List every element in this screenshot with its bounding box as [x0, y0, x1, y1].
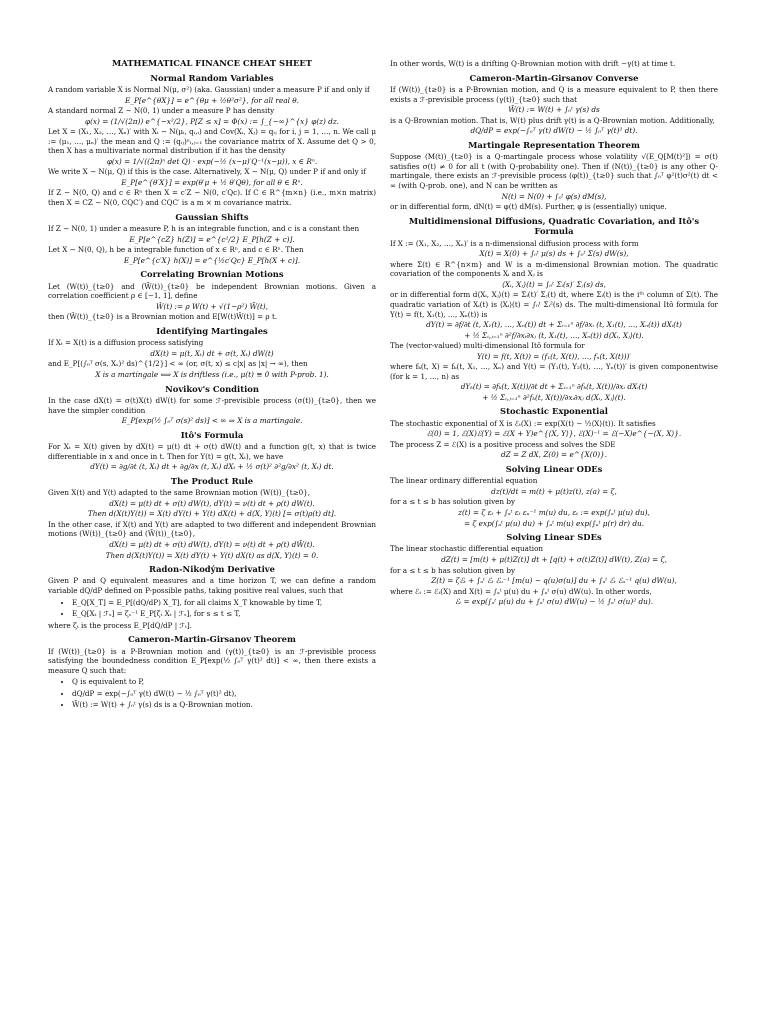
- equation: N(t) = N(0) + ∫₀ᵗ φ(s) dM(s),: [501, 191, 607, 201]
- section-title-product-rule: The Product Rule: [170, 475, 254, 486]
- paragraph: A random variable X is Normal N(μ, σ²) (aka. Gaussian) under a measure P if and only if: [48, 85, 370, 94]
- equation: dYₖ(t) = ∂fₖ(t, X(t))/∂t dt + Σᵢ₌₁ⁿ ∂fₖ(t, X(t))/∂xᵢ dXᵢ(t): [460, 382, 648, 392]
- equation: dQ/dP = exp(−∫₀ᵀ γ(t) dW(t) − ½ ∫₀ᵀ γ(t)² dt).: [470, 126, 638, 136]
- equation: Z(t) = ζℰₜ + ∫ₐᵗ ℰₜ ℰᵤ⁻¹ [m(u) − q(u)σ(u)] du + ∫ₐᵗ ℰₜ ℰᵤ⁻¹ q(u) dW(u),: [431, 576, 677, 586]
- paragraph: where ℰₜ := ℰₜ(X) and X(t) = ∫ₐᵗ μ(u) du + ∫ₐᵗ σ(u) dW(u). In other words,: [390, 586, 652, 596]
- paragraph: If (W(t))_{t≥0} is a P-Brownian motion and (γ(t))_{t≥0} is an ℱ-previsible process satisfying the boundedness condition E_P[exp(½ ∫₀ᵀ γ(t)² dt)] < ∞, then there exists a measure Q such that:: [48, 646, 376, 675]
- paragraph: The (vector-valued) multi-dimensional Itô formula for: [390, 341, 585, 351]
- equation: Y(t) = f(t, X(t)) = (f₁(t, X(t)), …, fₙ(t, X(t)))′: [476, 351, 632, 361]
- equation: ℰ(0) = 1, ℰ(X)ℰ(Y) = ℰ(X + Y)e^{⟨X, Y⟩}, ℰ(X)⁻¹ = ℰ(−X)e^{−⟨X, X⟩}.: [426, 429, 682, 439]
- paragraph: The linear ordinary differential equation: [390, 476, 538, 486]
- equation: + ½ Σᵢ,ⱼ₌₁ⁿ ∂²fₖ(t, X(t))/∂xᵢ∂xⱼ d⟨Xᵢ, Xⱼ⟩(t).: [482, 392, 626, 402]
- bullet-list: [48, 676, 376, 710]
- paragraph: Let (W(t))_{t≥0} and (W̃(t))_{t≥0} be independent Brownian motions. Given a correlation coefficient ρ ∈ [−1, 1], define: [48, 281, 376, 301]
- equation: dY(t) = ∂f/∂t (t, X₁(t), …, Xₙ(t)) dt + Σᵢ₌₁ⁿ ∂f/∂xᵢ (t, X₁(t), …, Xₙ(t)) dXᵢ(t): [426, 320, 682, 330]
- equation: E_P[e^{θX}] = e^{θμ + ½θ²σ²}, for all real θ.: [125, 95, 299, 105]
- paragraph: If X := (X₁, X₂, …, Xₙ)′ is a n-dimensional diffusion process with form: [390, 238, 639, 248]
- section-title-multidimensional: Multidimensional Diffusions, Quadratic Covariation, and Itô's Formula: [408, 215, 700, 237]
- bullet-item: • dQ/dP = exp(−∫₀ᵀ γ(t) dW(t) − ½ ∫₀ᵀ γ(t)² dt),: [72, 688, 376, 699]
- equation: dX(t) = μ(t) dt + σ(t) dW(t), dY(t) = ν(t) dt + ρ(t) dW̃(t).: [109, 540, 315, 550]
- section-title-stochastic-exponential: Stochastic Exponential: [500, 406, 608, 417]
- equation: dX(t) = μ(t) dt + σ(t) dW(t), dY(t) = ν(t) dt + ρ(t) dW(t).: [109, 498, 315, 508]
- equation: dz(t)/dt = m(t) + μ(t)z(t), z(a) = ζ,: [491, 486, 617, 496]
- equation: + ½ Σᵢ,ⱼ₌₁ⁿ ∂²f/∂xᵢ∂xⱼ (t, X₁(t), …, Xₙ(t)) d⟨Xᵢ, Xⱼ⟩(t).: [464, 330, 644, 340]
- paragraph: In the case dX(t) = σ(t)X(t) dW(t) for some ℱ-previsible process (σ(t))_{t≥0}, then we have the simpler condition: [48, 396, 376, 415]
- equation: Ŵ(t) := ρ W(t) + √(1−ρ²) W̃(t),: [156, 301, 268, 311]
- bullet-list: [48, 597, 376, 620]
- equation: Then d(X(t)Y(t)) = X(t) dY(t) + Y(t) dX(t) as d⟨X, Y⟩(t) = 0.: [105, 550, 319, 560]
- paragraph: and E_P[(∫₀ᵀ σ(s, Xₛ)² ds)^{1/2}] < ∞ (or, σ(t, x) ≤ c|x| as |x| → ∞), then: [48, 359, 308, 369]
- paragraph: If Z ∼ N(0, Q) and c ∈ Rⁿ then X = c′Z ∼ N(0, c′Qc). If C ∈ R^{m×n} (i.e., m×n matrix) then X = CZ ∼ N(0, CQC′) and CQC′ is a m × m covariance matrix.: [48, 188, 376, 207]
- paragraph: for a ≤ t ≤ b has solution given by: [390, 497, 515, 507]
- paragraph: Suppose (M(t))_{t≥0} is a Q-martingale process whose volatility √(E_Q[M(t)²]) = σ(t) satisfies σ(t) ≠ 0 for all t (with Q-probability one). Then if (N(t))_{t≥0} is any other Q-martingale, there exists an ℱ-previsible process (φ(t))_{t≥0} such that ∫₀ᵀ φ²(t)σ²(t) dt < ∞ (with Q-prob. one), and N can be written as: [390, 152, 718, 191]
- paragraph: For Xₜ = X(t) given by dX(t) = μ(t) dt + σ(t) dW(t) and a function g(t, x) that is twice differentiable in x and once in t. Then for Y(t) = g(t, Xₜ), we have: [48, 442, 376, 461]
- section-title-correlating-bm: Correlating Brownian Motions: [140, 269, 284, 280]
- paragraph: We write X ∼ N(μ, Q) if this is the case. Alternatively, X ∼ N(μ, Q) under P if and only if: [48, 167, 366, 177]
- equation: Then d(X(t)Y(t)) = X(t) dY(t) + Y(t) dX(t) + d⟨X, Y⟩(t) [= σ(t)ρ(t) dt].: [87, 509, 337, 519]
- section-title-linear-sdes: Solving Linear SDEs: [506, 531, 602, 542]
- left-column: [48, 58, 376, 712]
- paragraph: If Xₜ = X(t) is a diffusion process satisfying: [48, 338, 204, 348]
- equation: dX(t) = μ(t, Xₜ) dt + σ(t, Xₜ) dW(t): [150, 348, 274, 358]
- paragraph: The process Z = ℰ(X) is a positive process and solves the SDE: [390, 439, 616, 449]
- paragraph: where Σ(t) ∈ R^{n×m} and W is a m-dimensional Brownian motion. The quadratic covariation of the components Xᵢ and Xⱼ is: [390, 259, 718, 279]
- bullet-item: • E_Q[X_T] = E_P[(dQ/dP) X_T], for all claims X_T knowable by time T,: [72, 597, 376, 608]
- paragraph: The stochastic exponential of X is ℰₜ(X) := exp(X(t) − ½⟨X⟩(t)). It satisfies: [390, 418, 656, 428]
- paragraph: Let X ∼ N(0, Q), h be a integrable function of x ∈ Rⁿ, and c ∈ Rⁿ. Then: [48, 245, 304, 255]
- paragraph: Let X = (X₁, X₂, …, Xₙ)′ with Xᵢ ∼ N(μᵢ, qᵢ,ᵢ) and Cov(Xᵢ, Xⱼ) = qᵢⱼ for i, j = 1, …, n. We call μ := (μ₁, …, μₙ)′ the mean and Q := (qᵢⱼ)ⁿᵢ,ⱼ₌₁ the covariance matrix of X. Assume det Q > 0, then X has a multivariate normal distribution if it has the density: [48, 127, 376, 156]
- paragraph: or in differential form, dN(t) = φ(t) dM(s). Further, φ is (essentially) unique.: [390, 202, 667, 212]
- section-title-radon-nikodym: Radon-Nikodým Derivative: [148, 563, 276, 574]
- paragraph: Given P and Q equivalent measures and a time horizon T, we can define a random variable dQ/dP defined on P-possible paths, taking positive real values, such that: [48, 576, 376, 596]
- bullet-item: • E_Q[Xₜ | ℱₛ] = ζₛ⁻¹ E_P[ζₜ Xₜ | ℱₛ], for s ≤ t ≤ T,: [72, 608, 376, 619]
- paragraph: where fₖ(t, X) = fₖ(t, X₁, …, Xₙ) and Y(t) = (Y₁(t), Y₂(t), …, Yₙ(t))′ is given componentwise (for k = 1, …, n) as: [390, 362, 718, 381]
- equation: ⟨Xᵢ, Xⱼ⟩(t) = ∫₀ᵗ Σᵢ(s)′ Σⱼ(s) ds,: [502, 279, 606, 289]
- bullet-item: • Q is equivalent to P,: [72, 676, 376, 687]
- paragraph: The linear stochastic differential equation: [390, 544, 544, 554]
- equation: φ(x) = (1/√(2π)) e^{−x²/2}, P[Z ≤ x] = Φ(x) := ∫_{−∞}^{x} φ(z) dz.: [84, 116, 340, 126]
- equation: W̃(t) := W(t) + ∫₀ᵗ γ(s) ds: [508, 105, 600, 115]
- section-title-identifying-martingales: Identifying Martingales: [156, 325, 268, 336]
- section-title-gaussian-shifts: Gaussian Shifts: [175, 211, 249, 222]
- equation: dZ(t) = [m(t) + μ(t)Z(t)] dt + [q(t) + σ(t)Z(t)] dW(t), Z(a) = ζ,: [441, 555, 667, 565]
- section-title-cmg-theorem: Cameron-Martin-Girsanov Theorem: [128, 634, 296, 645]
- equation: = ζ exp(∫ₐᵗ μ(u) du) + ∫ₐᵗ m(u) exp(∫ᵤᵗ μ(r) dr) du.: [463, 518, 645, 528]
- section-title-martingale-representation: Martingale Representation Theorem: [468, 139, 640, 150]
- equation: X is a martingale ⟺ X is driftless (i.e., μ(t) ≡ 0 with P-prob. 1).: [95, 370, 329, 380]
- paragraph: If Z ∼ N(0, 1) under a measure P, h is an integrable function, and c is a constant then: [48, 224, 360, 234]
- equation: E_P[exp(½ ∫₀ᵀ σ(s)² ds)] < ∞ ⇒ X is a martingale.: [121, 416, 303, 426]
- equation: φ(x) = 1/√((2π)ⁿ det Q) · exp(−½ (x−μ)′Q⁻¹(x−μ)), x ∈ Rⁿ.: [106, 156, 318, 166]
- paragraph: for a ≤ t ≤ b has solution given by: [390, 565, 515, 575]
- paragraph: A standard normal Z ∼ N(0, 1) under a measure P has density: [48, 106, 275, 116]
- paragraph: If (W(t))_{t≥0} is a P-Brownian motion, and Q is a measure equivalent to P, then there exists a ℱ-previsible process (γ(t))_{t≥0} such that: [390, 85, 718, 104]
- bullet-item: • W̃(t) := W(t) + ∫₀ᵗ γ(s) ds is a Q-Brownian motion.: [72, 699, 376, 710]
- equation: X(t) = X(0) + ∫₀ᵗ μ(s) ds + ∫₀ᵗ Σ(s) dW(s),: [479, 249, 629, 259]
- paragraph: In other words, W(t) is a drifting Q-Brownian motion with drift −γ(t) at time t.: [390, 59, 676, 68]
- right-column: [390, 58, 718, 608]
- equation: dZ = Z dX, Z(0) = e^{X(0)}.: [500, 450, 608, 460]
- equation: dY(t) = ∂g/∂t (t, Xₜ) dt + ∂g/∂x (t, Xₜ) dXₜ + ½ σ(t)² ∂²g/∂x² (t, Xₜ) dt.: [90, 462, 334, 472]
- section-title-normal: Normal Random Variables: [150, 72, 274, 83]
- equation: E_P[e^{c′X} h(X)] = e^{½c′Qc} E_P[h(X + c)].: [123, 255, 301, 265]
- section-title-ito: Itô's Formula: [180, 429, 244, 440]
- paragraph: Given X(t) and Y(t) adapted to the same Brownian motion (W(t))_{t≥0},: [48, 488, 311, 498]
- paragraph: where ζₜ is the process E_P[dQ/dP | ℱₜ].: [48, 620, 192, 630]
- equation: E_P[e^{θ′X}] = exp(θ′μ + ½ θ′Qθ), for all θ ∈ Rⁿ.: [121, 177, 303, 187]
- section-title-novikov: Novikov's Condition: [165, 383, 259, 394]
- document-title: MATHEMATICAL FINANCE CHEAT SHEET: [111, 58, 312, 68]
- paragraph: then (Ŵ(t))_{t≥0} is a Brownian motion and E[W(t)Ŵ(t)] = ρ t.: [48, 312, 278, 322]
- equation: z(t) = ζ εₜ + ∫ₐᵗ εₜ εᵤ⁻¹ m(u) du, εₜ := exp(∫ₐᵗ μ(u) du),: [458, 508, 650, 518]
- section-title-cmg-converse: Cameron-Martin-Girsanov Converse: [469, 72, 639, 83]
- section-title-linear-odes: Solving Linear ODEs: [505, 463, 603, 474]
- paragraph: In the other case, if X(t) and Y(t) are adapted to two different and independent Brownian motions (W(t))_{t≥0} and (W̃(t))_{t≥0},: [48, 519, 376, 539]
- paragraph: is a Q-Brownian motion. That is, W(t) plus drift γ(t) is a Q-Brownian motion. Additionally,: [390, 115, 715, 125]
- equation: ℰₜ = exp(∫ₐᵗ μ(u) du + ∫ₐᵗ σ(u) dW(u) − ½ ∫ₐᵗ σ(u)² du).: [454, 597, 654, 607]
- paragraph: or in differential form d⟨Xᵢ, Xⱼ⟩(t) = Σᵢ(t)′ Σⱼ(t) dt, where Σᵢ(t) is the iᵗʰ column of Σ(t). The quadratic variation of Xᵢ(t) is ⟨Xᵢ⟩(t) = ∫₀ᵗ Σᵢ²(s) ds. The multi-dimensional Itô formula for Y(t) = f(t, X₁(t), …, Xₙ(t)) is: [390, 290, 718, 319]
- equation: E_P[e^{cZ} h(Z)] = e^{c²/2} E_P[h(Z + c)].: [129, 234, 295, 244]
